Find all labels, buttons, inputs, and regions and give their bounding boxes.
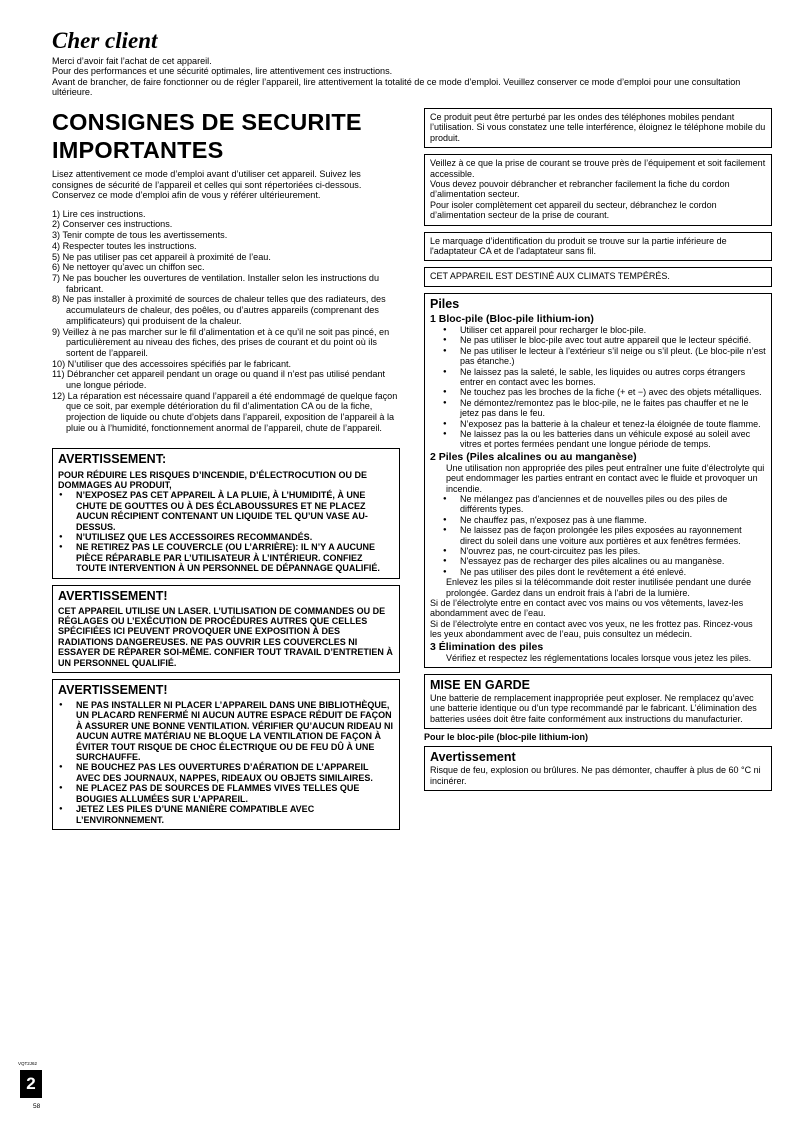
safety-rule: 12) La réparation est nécessaire quand l’appareil a été endommagé de quelque façon que ce soit, par exemple détérioration du fil d’alimentation CA ou de la fiche, projection de liquide ou chute d’objets dans l’appareil, exposition de l’appareil à la pluie ou à l’humidité, fonctionnement anormal de l’appareil, chute de l’appareil. <box>52 390 398 433</box>
page-small-number: 58 <box>33 1103 41 1110</box>
safety-rule: 7) Ne pas boucher les ouvertures de ventilation. Installer selon les instructions du fabricant. <box>52 273 380 294</box>
safety-rule: 9) Veillez à ne pas marcher sur le fil d’alimentation et à ce qu’il ne soit pas pincé, en particulièrement au niveau des fiches, des prises de courant et du point où ils sortent de l’appareil. <box>52 326 390 358</box>
climate-box <box>424 267 772 286</box>
warning-box-1 <box>52 448 400 579</box>
batteries-section-3-text: Vérifiez et respectez les réglementations locales lorsque vous jetez les piles. <box>446 652 752 663</box>
safety-rule: 3) Tenir compte de tous les avertissements. <box>52 230 228 241</box>
batteries-section-2-item: ● Ne chauffez pas, n'exposez pas à une flamme. <box>430 515 766 525</box>
warning-box-3-item: ● NE PLACEZ PAS DE SOURCES DE FLAMMES VIVES TELLES QUE BOUGIES ALLUMÉES SUR L’APPAREIL. <box>58 783 394 804</box>
warning-box-1-item: ● N’EXPOSEZ PAS CET APPAREIL À LA PLUIE, À L’HUMIDITÉ, À UNE CHUTE DE GOUTTES OU À DES ÉCLABOUSSURES ET NE PLACEZ AUCUN RÉCIPIENT CONTENANT UN LIQUIDE TEL QU’UN VASE AU-DESSUS. <box>58 490 394 532</box>
batteries-section-1-item: ● Ne touchez pas les broches de la fiche (+ et −) avec des objets métalliques. <box>430 387 766 397</box>
safety-rules-list <box>52 209 400 434</box>
marking-box <box>424 232 772 262</box>
outlet-text: Pour isoler complètement cet appareil du secteur, débranchez le cordon d’alimentation secteur de la prise de courant. <box>430 199 717 221</box>
safety-rule: 1) Lire ces instructions. <box>52 208 146 219</box>
batteries-electrolyte-note: Si de l’électrolyte entre en contact avec vos mains ou vos vêtements, lavez-les abondamment avec de l’eau. <box>430 598 744 619</box>
phone-interference-box <box>424 108 772 148</box>
batteries-section-2-item: ● N'essayez pas de recharger des piles alcalines ou au manganèse. <box>430 556 766 566</box>
page-number-badge: 2 <box>20 1070 42 1098</box>
batteries-section-2-lead: Une utilisation non appropriée des piles peut entraîner une fuite d’électrolyte qui peut endommager les parties entrant en contact avec le fluide et provoquer un incendie. <box>446 462 765 494</box>
left-column <box>52 108 400 830</box>
safety-heading-line2: IMPORTANTES <box>52 137 224 163</box>
batteries-section-1-item: ● Utiliser cet appareil pour recharger le bloc-pile. <box>430 325 766 335</box>
caution-text: Une batterie de remplacement inappropriée peut exploser. Ne remplacez qu’avec une batterie identique ou d’un type recommandé par le fabricant. L’élimination des batteries usées doit être faite conformément aux instructions du manufacturier. <box>430 693 757 724</box>
batteries-section-1-title: 1 Bloc-pile (Bloc-pile lithium-ion) <box>430 312 594 325</box>
intro-line: Avant de brancher, de faire fonctionner ou de régler l’appareil, lire attentivement la totalité de ce mode d’emploi. Veuillez conserver ce mode d’emploi pour une consultation ultérieure. <box>52 76 741 98</box>
safety-rule: 4) Respecter toutes les instructions. <box>52 240 197 251</box>
battery-warning-text: Risque de feu, explosion ou brûlures. Ne pas démonter, chauffer à plus de 60 °C ni incinérer. <box>430 765 761 786</box>
outlet-text: Vous devez pouvoir débrancher et rebrancher facilement la fiche du cordon d’alimentation secteur. <box>430 179 730 200</box>
safety-rule: 5) Ne pas utiliser pas cet appareil à proximité de l’eau. <box>52 251 271 262</box>
safety-rule: 2) Conserver ces instructions. <box>52 219 173 230</box>
warning-box-1-title: AVERTISSEMENT: <box>58 451 167 466</box>
batteries-title: Piles <box>430 296 460 311</box>
batteries-section-1-item: ● Ne démontez/remontez pas le bloc-pile, ne le faites pas chauffer et ne le jetez pas dans le feu. <box>430 398 766 419</box>
batteries-section-2-item: ● Ne laissez pas de façon prolongée les piles exposées au rayonnement direct du soleil dans une voiture aux portières et aux fenêtres fermées. <box>430 525 766 546</box>
safety-rule: 10) N’utiliser que des accessoires spécifiés par le fabricant. <box>52 358 292 369</box>
battery-warning-box <box>424 746 772 791</box>
warning-box-2-title: AVERTISSEMENT! <box>58 588 168 603</box>
intro-line: Pour des performances et une sécurité optimales, lire attentivement ces instructions. <box>52 66 393 77</box>
safety-rule: 8) Ne pas installer à proximité de sources de chaleur telles que des radiateurs, des accumulateurs de chaleur, des poêles, ou d’autres appareils (comprenant des amplificateurs) qui produisent de la chaleur. <box>52 294 386 326</box>
battery-pack-caption: Pour le bloc-pile (bloc-pile lithium-ion) <box>424 732 588 743</box>
batteries-section-1-item: ● N’exposez pas la batterie à la chaleur et tenez-la éloignée de toute flamme. <box>430 419 766 429</box>
batteries-section-2-item: ● Ne pas utiliser des piles dont le revêtement a été enlevé. <box>430 567 766 577</box>
batteries-section-1-item: ● Ne laissez pas la saleté, le sable, les liquides ou autres corps étrangers entrer en contact avec les bornes. <box>430 367 766 388</box>
right-column <box>424 108 772 791</box>
warning-box-3-title: AVERTISSEMENT! <box>58 683 168 698</box>
batteries-electrolyte-note: Si de l’électrolyte entre en contact avec vos yeux, ne les frottez pas. Rincez-vous les yeux abondamment avec de l’eau, puis consultez un médecin. <box>430 618 753 640</box>
batteries-section-2-item: ● N'ouvrez pas, ne court-circuitez pas les piles. <box>430 546 766 556</box>
battery-warning-title: Avertissement <box>430 750 516 765</box>
safety-rule: 6) Ne nettoyer qu’avec un chiffon sec. <box>52 262 205 273</box>
safety-heading <box>52 108 400 164</box>
batteries-section-1-item: ● Ne laissez pas la ou les batteries dans un véhicule exposé au soleil avec vitres et portes fermées pendant une longue période de temps. <box>430 429 766 450</box>
warning-box-3-item: ● JETEZ LES PILES D’UNE MANIÈRE COMPATIBLE AVEC L’ENVIRONNEMENT. <box>58 804 394 825</box>
caution-box <box>424 674 772 729</box>
batteries-section-2-title: 2 Piles (Piles alcalines ou au manganèse) <box>430 450 637 463</box>
batteries-box <box>424 293 772 668</box>
intro-line: Merci d’avoir fait l’achat de cet appareil. <box>52 56 212 66</box>
batteries-section-2-tail: Enlevez les piles si la télécommande doit rester inutilisée pendant une durée prolongée. Gardez dans un endroit frais à l'abri de la lumière. <box>446 577 752 598</box>
safety-lead: Lisez attentivement ce mode d’emploi avant d’utiliser cet appareil. Suivez les consignes de sécurité de l’appareil et celles qui sont répertoriées ci-dessous. Conservez ce mode d’emploi afin de vous y référer ultérieurement. <box>52 169 362 201</box>
safety-rule: 11) Débrancher cet appareil pendant un orage ou quand il n’est pas utilisé pendant une longue période. <box>52 369 385 391</box>
page-title: Cher client <box>52 28 158 53</box>
intro-paragraph <box>52 56 772 98</box>
warning-box-1-lead: POUR RÉDUIRE LES RISQUES D’INCENDIE, D’ÉLECTROCUTION OU DE DOMMAGES AU PRODUIT, <box>58 469 368 490</box>
warning-box-3 <box>52 679 400 830</box>
batteries-section-1-item: ● Ne pas utiliser le bloc-pile avec tout autre appareil que le lecteur spécifié. <box>430 335 766 345</box>
batteries-section-1-item: ● Ne pas utiliser le lecteur à l’extérieur s’il neige ou s’il pleut. (Le bloc-pile n’est pas étanche.) <box>430 346 766 367</box>
model-code: VQT2J62 <box>18 1061 38 1066</box>
caution-title: MISE EN GARDE <box>430 678 531 693</box>
batteries-section-3-title: 3 Élimination des piles <box>430 640 544 653</box>
outlet-text: Veillez à ce que la prise de courant se trouve près de l’équipement et soit facilement accessible. <box>430 158 766 179</box>
warning-box-2-text: CET APPAREIL UTILISE UN LASER. L’UTILISATION DE COMMANDES OU DE RÉGLAGES OU L’EXÉCUTION DE PROCÉDURES AUTRES QUE CELLES SPÉCIFIÉES ICI PEUVENT PROVOQUER UNE EXPOSITION À DES RADIATIONS DANGEREUSES. NE PAS OUVRIR LES COUVERCLES NI ESSAYER DE RÉPARER SOI-MÊME. CONFIER TOUT TRAVAIL D’ENTRETIEN À UN PERSONNEL QUALIFIÉ. <box>58 605 393 668</box>
warning-box-2 <box>52 585 400 673</box>
climate-text: CET APPAREIL EST DESTINÉ AUX CLIMATS TEMPÉRÉS. <box>430 271 670 282</box>
phone-interference-text: Ce produit peut être perturbé par les ondes des téléphones mobiles pendant l’utilisation. Si vous constatez une telle interférence, éloignez le téléphone mobile du produit. <box>430 112 766 143</box>
warning-box-1-item: ● NE RETIREZ PAS LE COUVERCLE (OU L’ARRIÈRE): IL N’Y A AUCUNE PIÈCE RÉPARABLE PAR L’UTILISATEUR À L’INTÉRIEUR. CONFIEZ TOUTE INTERVENTION À UN PERSONNEL DE DÉPANNAGE QUALIFIÉ. <box>58 542 394 573</box>
marking-text: Le marquage d’identification du produit se trouve sur la partie inférieure de l'adaptateur CA et de l'adaptateur sans fil. <box>430 235 727 257</box>
outlet-box <box>424 154 772 225</box>
safety-heading-line1: CONSIGNES DE SECURITE <box>52 109 362 135</box>
warning-box-1-item: ● N’UTILISEZ QUE LES ACCESSOIRES RECOMMANDÉS. <box>58 532 394 542</box>
warning-box-3-item: ● NE BOUCHEZ PAS LES OUVERTURES D’AÉRATION DE L’APPAREIL AVEC DES JOURNAUX, NAPPES, RIDEAUX OU OBJETS SIMILAIRES. <box>58 762 394 783</box>
batteries-section-2-item: ● Ne mélangez pas d'anciennes et de nouvelles piles ou des piles de différents types. <box>430 494 766 515</box>
warning-box-3-item: ● NE PAS INSTALLER NI PLACER L’APPAREIL DANS UNE BIBLIOTHÈQUE, UN PLACARD RENFERMÉ NI AUCUN AUTRE ESPACE RÉDUIT DE FAÇON À ASSURER UNE BONNE VENTILATION. VÉRIFIER QU’AUCUN RIDEAU NI AUCUN AUTRE MATÉRIAU NE BLOQUE LA VENTILATION DE FAÇON À ÉVITER TOUT RISQUE DE CHOC ÉLECTRIQUE OU DE FEU DÛ À UNE SURCHAUFFE. <box>58 700 394 762</box>
